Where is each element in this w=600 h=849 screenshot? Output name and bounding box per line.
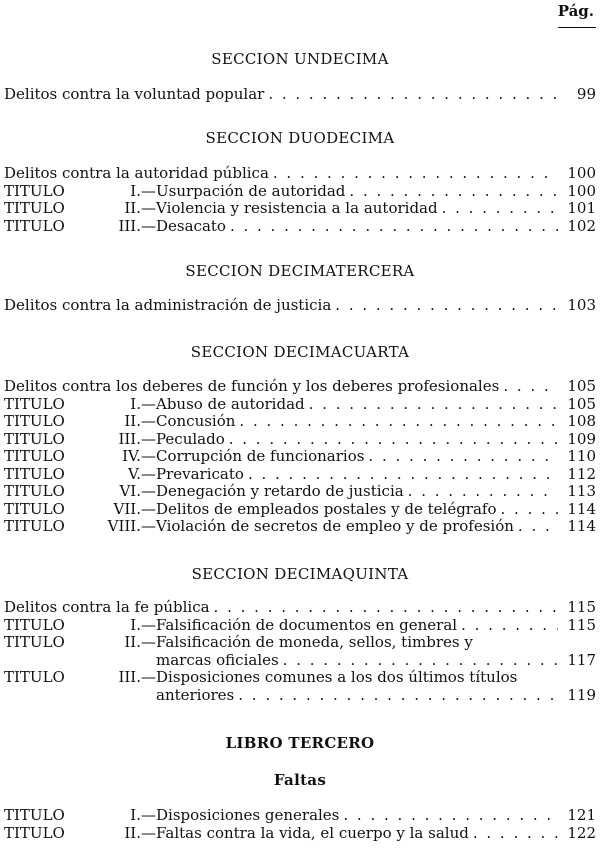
entry-number: II.— [124, 823, 156, 842]
section-entries [4, 165, 596, 235]
section-heading: SECCION DECIMACUARTA [190, 343, 410, 361]
entry-page-number: 109 [567, 429, 596, 448]
dot-leader [283, 652, 558, 670]
entry-kind: TITULO [4, 429, 65, 448]
dot-leader [268, 86, 558, 104]
entry-page-number: 105 [567, 377, 596, 395]
entry-title: Denegación y retardo de justicia [156, 482, 404, 500]
entry-page-number: 113 [567, 482, 596, 500]
dot-leader [248, 466, 558, 484]
entry-number: VI.— [119, 482, 156, 500]
entry-page-number: 99 [576, 85, 596, 103]
toc-entry [4, 413, 596, 431]
entry-title: Concusión [156, 412, 236, 430]
libro-heading: LIBRO TERCERO [225, 734, 375, 752]
toc-entry [4, 518, 596, 536]
entry-page-number: 117 [567, 650, 596, 669]
toc-entry [4, 807, 596, 825]
entry-number: II.— [124, 412, 156, 430]
entry-page-number: 100 [567, 181, 596, 200]
dot-leader [335, 297, 558, 315]
entry-kind: TITULO [4, 199, 65, 217]
dot-leader [343, 807, 558, 825]
entry-title: Violación de secretos de empleo y de profesión [156, 517, 514, 535]
entry-number: I.— [130, 615, 156, 634]
toc-entry [4, 483, 596, 501]
toc-entry [4, 165, 596, 183]
toc-entry [4, 825, 596, 843]
dot-leader [501, 501, 559, 519]
toc-entry [4, 378, 596, 396]
dot-leader [442, 200, 558, 218]
dot-leader [230, 218, 558, 236]
entry-page-number: 114 [567, 517, 596, 535]
entry-title: Delitos contra la fe pública [4, 598, 210, 616]
entry-page-number: 122 [567, 823, 596, 842]
toc-entry-continuation [4, 687, 596, 705]
entry-title: Disposiciones generales [156, 806, 340, 824]
dot-leader [349, 183, 558, 201]
toc-entry [4, 297, 596, 315]
entry-page-number: 112 [567, 464, 596, 483]
entry-number: VIII.— [107, 517, 156, 535]
entry-title: Delitos contra la autoridad pública [4, 164, 269, 182]
entry-title: Usurpación de autoridad [156, 181, 346, 200]
dot-leader [214, 599, 558, 617]
entry-title: Faltas contra la vida, el cuerpo y la salud [156, 823, 469, 842]
entry-title-continuation: anteriores [156, 685, 235, 704]
entry-page-number: 108 [567, 412, 596, 430]
dot-leader [518, 518, 558, 536]
entry-number: III.— [118, 216, 156, 235]
entry-number: III.— [118, 429, 156, 448]
dot-leader [238, 687, 558, 705]
entry-number: VII.— [113, 499, 156, 518]
entry-page-number: 102 [567, 216, 596, 235]
entry-title: Delitos de empleados postales y de telégrafo [156, 499, 497, 518]
entry-title-continuation: marcas oficiales [156, 650, 279, 669]
toc-entry [4, 617, 596, 635]
entry-kind: TITULO [4, 181, 65, 200]
entry-page-number: 105 [567, 394, 596, 413]
toc-entry [4, 200, 596, 218]
entry-kind: TITULO [4, 412, 65, 430]
entry-kind: TITULO [4, 394, 65, 413]
entry-title: Delitos contra los deberes de función y los deberes profesionales [4, 377, 500, 395]
entry-number: I.— [130, 181, 156, 200]
entry-kind: TITULO [4, 668, 65, 686]
toc-entry [4, 431, 596, 449]
entry-kind: TITULO [4, 464, 65, 483]
entry-kind: TITULO [4, 216, 65, 235]
entry-kind: TITULO [4, 499, 65, 518]
entry-title: Desacato [156, 216, 226, 235]
entry-number: II.— [124, 199, 156, 217]
toc-entry [4, 599, 596, 617]
entry-page-number: 103 [567, 296, 596, 314]
entry-page-number: 101 [567, 199, 596, 217]
toc-entry [4, 501, 596, 519]
entry-page-number: 121 [567, 806, 596, 824]
entry-number: III.— [118, 668, 156, 686]
section-entries [4, 86, 596, 104]
section-heading: SECCION DUODECIMA [205, 129, 395, 147]
entry-kind: TITULO [4, 806, 65, 824]
dot-leader [461, 617, 558, 635]
entry-page-number: 100 [567, 164, 596, 182]
entry-number: I.— [130, 806, 156, 824]
entry-title: Violencia y resistencia a la autoridad [156, 199, 438, 217]
toc-entry [4, 218, 596, 236]
entry-kind: TITULO [4, 517, 65, 535]
section-heading: SECCION UNDECIMA [211, 50, 389, 68]
toc-entry [4, 466, 596, 484]
page-label: Pág. [557, 2, 594, 20]
entry-page-number: 115 [567, 615, 596, 634]
entry-page-number: 110 [567, 447, 596, 465]
toc-entry [4, 669, 596, 687]
entry-number: I.— [130, 394, 156, 413]
entry-title: Falsificación de moneda, sellos, timbres y [156, 633, 473, 651]
entry-title: Abuso de autoridad [156, 394, 305, 413]
entry-number: V.— [128, 464, 156, 483]
entry-title: Prevaricato [156, 464, 244, 483]
toc-entry [4, 396, 596, 414]
entry-page-number: 115 [567, 598, 596, 616]
dot-leader [473, 825, 558, 843]
entry-kind: TITULO [4, 823, 65, 842]
dot-leader [503, 378, 558, 396]
dot-leader [368, 448, 558, 466]
page-label-rule [558, 27, 596, 28]
entry-title: Corrupción de funcionarios [156, 447, 365, 465]
entry-title: Delitos contra la administración de justicia [4, 296, 332, 314]
entry-number: II.— [124, 633, 156, 651]
entry-title: Peculado [156, 429, 225, 448]
toc-entry-continuation [4, 652, 596, 670]
faltas-entries [4, 807, 596, 842]
section-entries [4, 297, 596, 315]
section-heading: SECCION DECIMATERCERA [185, 262, 415, 280]
faltas-heading: Faltas [273, 771, 327, 789]
toc-entry [4, 448, 596, 466]
section-entries [4, 378, 596, 536]
toc-entry [4, 634, 596, 652]
dot-leader [309, 396, 558, 414]
entry-kind: TITULO [4, 633, 65, 651]
dot-leader [408, 483, 558, 501]
entry-title: Disposiciones comunes a los dos últimos títulos [156, 668, 518, 686]
entry-title: Delitos contra la voluntad popular [4, 85, 265, 103]
entry-page-number: 119 [567, 685, 596, 704]
dot-leader [229, 431, 558, 449]
entry-number: IV.— [122, 447, 156, 465]
section-heading: SECCION DECIMAQUINTA [191, 565, 409, 583]
section-entries [4, 599, 596, 704]
dot-leader [239, 413, 558, 431]
entry-page-number: 114 [567, 499, 596, 518]
dot-leader [273, 165, 558, 183]
entry-kind: TITULO [4, 482, 65, 500]
entry-kind: TITULO [4, 447, 65, 465]
entry-kind: TITULO [4, 615, 65, 634]
toc-entry [4, 183, 596, 201]
entry-title: Falsificación de documentos en general [156, 615, 458, 634]
toc-entry [4, 86, 596, 104]
